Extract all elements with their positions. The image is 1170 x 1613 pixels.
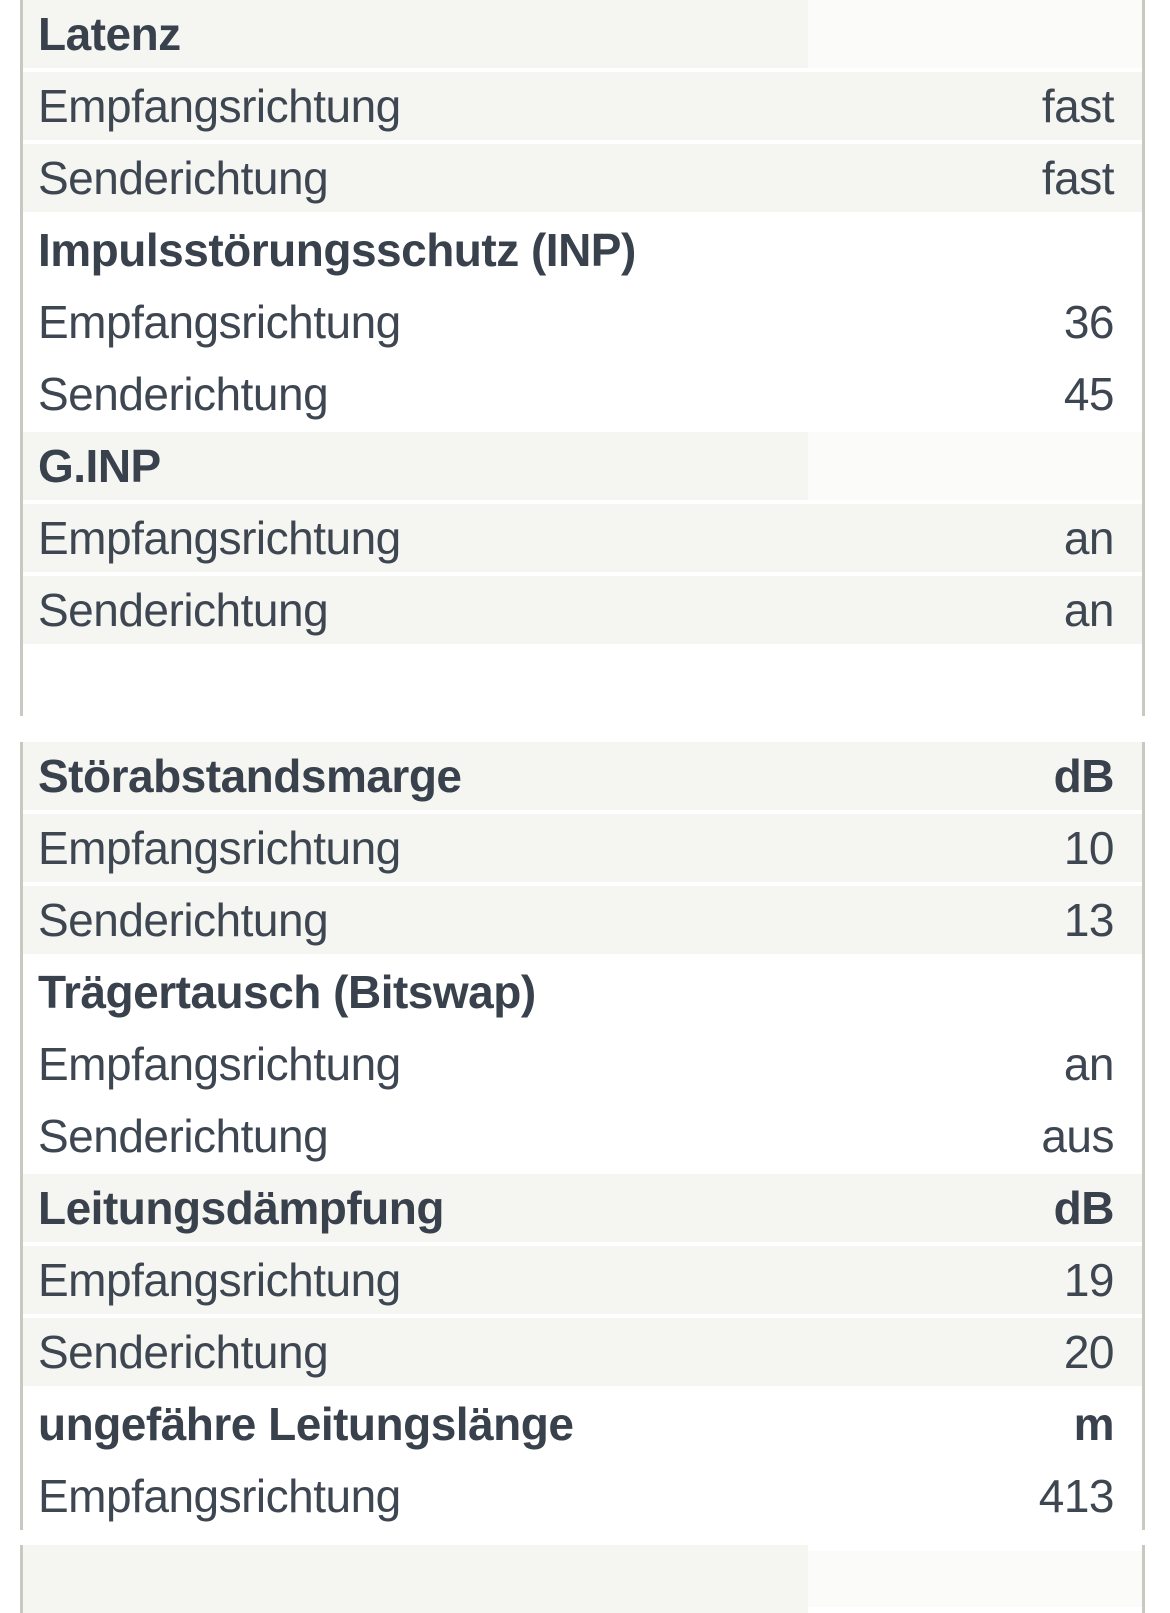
parameter-label: Senderichtung bbox=[23, 144, 808, 212]
section-title: ungefähre Leitungslänge bbox=[38, 1398, 574, 1450]
parameter-row bbox=[23, 360, 1142, 428]
section-header-row bbox=[23, 1390, 1142, 1458]
blank-spacer-row bbox=[23, 648, 1142, 716]
section-header-row bbox=[23, 958, 1142, 1026]
parameter-value: 13 bbox=[808, 886, 1142, 954]
section-unit bbox=[808, 432, 1142, 500]
section-title bbox=[23, 1545, 808, 1613]
parameter-value: 19 bbox=[808, 1246, 1142, 1314]
section-title: G.INP bbox=[23, 432, 808, 500]
parameter-value: an bbox=[808, 504, 1142, 572]
section-unit bbox=[808, 216, 1142, 284]
parameter-row bbox=[23, 72, 1142, 140]
parameter-label: Empfangsrichtung bbox=[23, 504, 808, 572]
parameter-label: Empfangsrichtung bbox=[38, 1038, 401, 1090]
parameter-label: Empfangsrichtung bbox=[23, 814, 808, 882]
section-title: Trägertausch (Bitswap) bbox=[38, 966, 536, 1018]
parameter-label: Senderichtung bbox=[38, 368, 329, 420]
section-title: Impulsstörungsschutz (INP) bbox=[38, 224, 636, 276]
parameter-row bbox=[23, 504, 1142, 572]
parameter-value: an bbox=[1063, 1038, 1114, 1090]
parameter-value: 413 bbox=[1038, 1470, 1114, 1522]
section-unit: dB bbox=[808, 742, 1142, 810]
parameter-value: an bbox=[808, 576, 1142, 644]
section-header-row bbox=[23, 216, 1142, 284]
dsl-parameters-table-2 bbox=[20, 742, 1145, 1530]
parameter-label: Senderichtung bbox=[23, 886, 808, 954]
parameter-label: Senderichtung bbox=[23, 1318, 808, 1386]
section-unit: m bbox=[1073, 1398, 1114, 1450]
section-header-row bbox=[23, 0, 1142, 68]
parameter-value: 10 bbox=[808, 814, 1142, 882]
section-header-row bbox=[23, 742, 1142, 810]
section-title: Störabstandsmarge bbox=[23, 742, 808, 810]
section-title: Latenz bbox=[23, 0, 808, 68]
parameter-value: fast bbox=[808, 144, 1142, 212]
parameter-value: 20 bbox=[808, 1318, 1142, 1386]
parameter-row bbox=[23, 144, 1142, 212]
parameter-row bbox=[23, 886, 1142, 954]
section-unit bbox=[808, 0, 1142, 68]
parameter-label: Senderichtung bbox=[23, 576, 808, 644]
parameter-value: fast bbox=[808, 72, 1142, 140]
section-title: Leitungsdämpfung bbox=[23, 1174, 808, 1242]
dsl-parameters-table-3-partial bbox=[20, 1545, 1145, 1613]
parameter-value: aus bbox=[1041, 1110, 1114, 1162]
parameter-label: Empfangsrichtung bbox=[23, 72, 808, 140]
parameter-value: 36 bbox=[1063, 296, 1114, 348]
parameter-row bbox=[23, 814, 1142, 882]
parameter-label: Empfangsrichtung bbox=[38, 296, 401, 348]
parameter-row bbox=[23, 1318, 1142, 1386]
parameter-value: 45 bbox=[1063, 368, 1114, 420]
section-unit bbox=[808, 958, 1142, 1026]
parameter-row bbox=[23, 1102, 1142, 1170]
parameter-row bbox=[23, 1246, 1142, 1314]
parameter-row bbox=[23, 288, 1142, 356]
parameter-row bbox=[23, 1030, 1142, 1098]
dsl-parameters-table-1 bbox=[20, 0, 1145, 716]
section-header-row bbox=[23, 1174, 1142, 1242]
parameter-label: Empfangsrichtung bbox=[23, 1246, 808, 1314]
parameter-label: Senderichtung bbox=[38, 1110, 329, 1162]
section-unit bbox=[808, 1545, 1142, 1607]
parameter-row bbox=[23, 1462, 1142, 1530]
parameter-label: Empfangsrichtung bbox=[38, 1470, 401, 1522]
section-header-row bbox=[23, 1545, 1142, 1613]
section-unit: dB bbox=[808, 1174, 1142, 1242]
parameter-row bbox=[23, 576, 1142, 644]
section-header-row bbox=[23, 432, 1142, 500]
